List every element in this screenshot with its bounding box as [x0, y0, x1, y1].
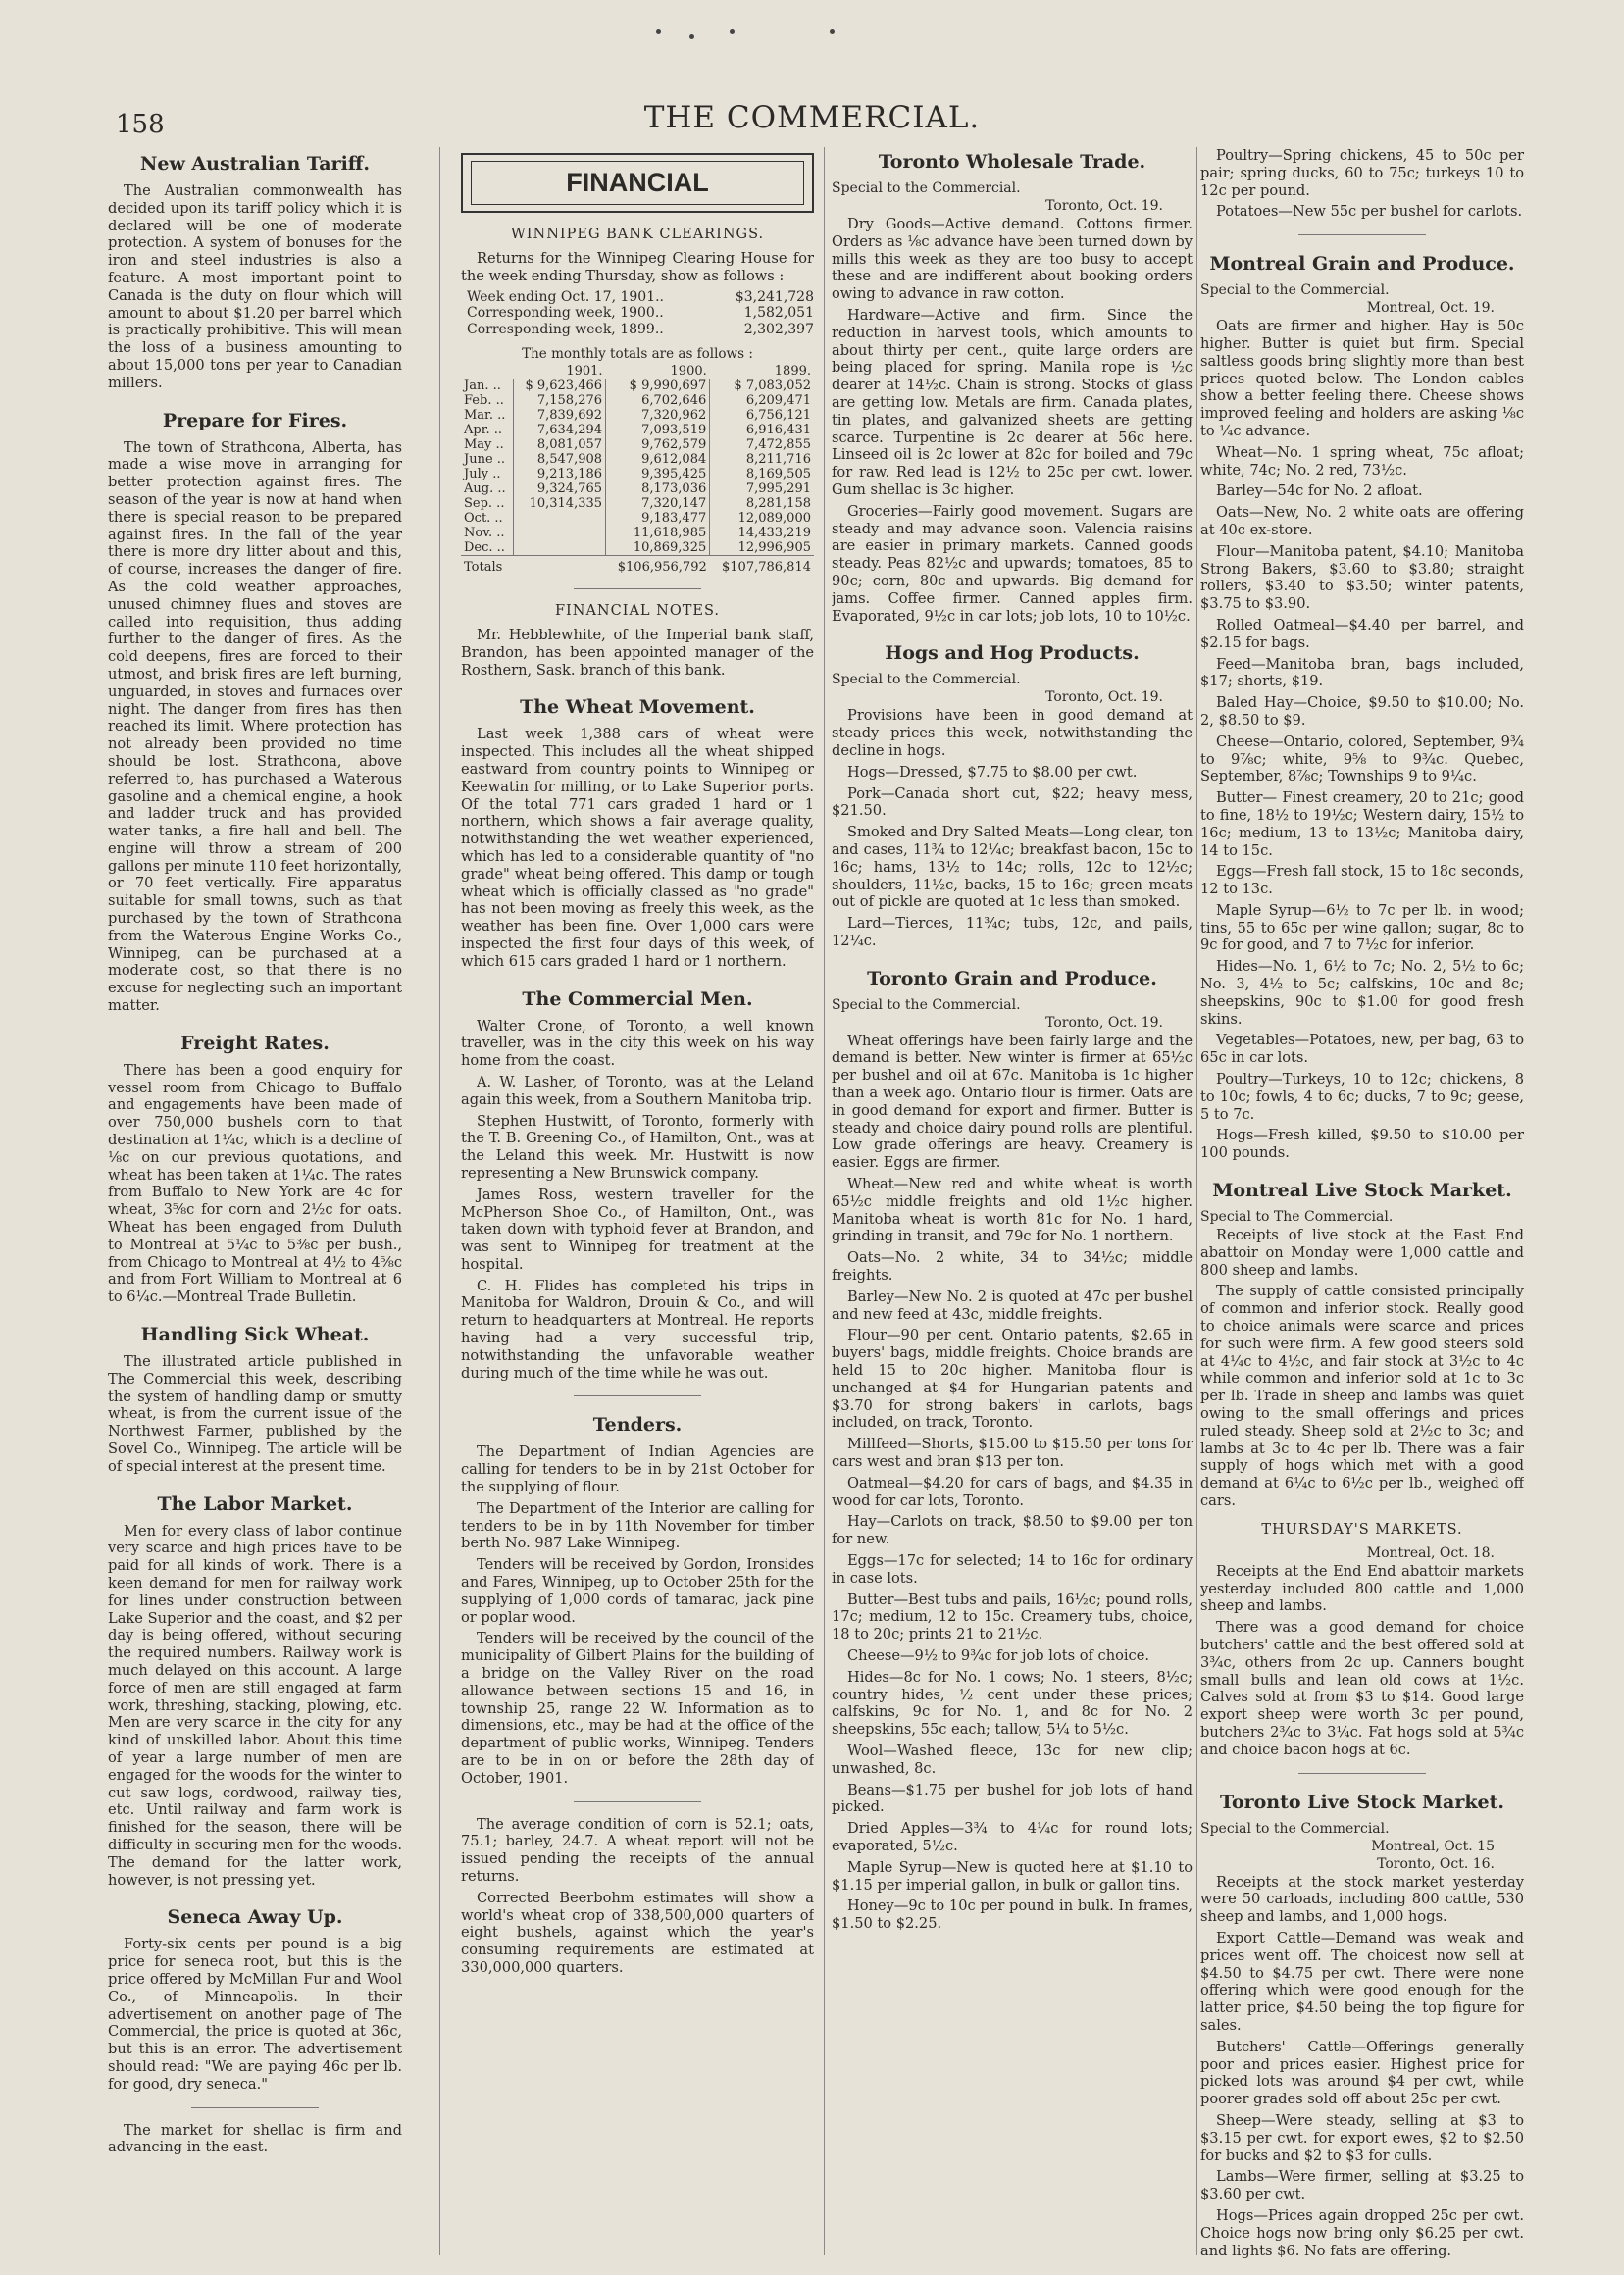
dateline: Toronto, Oct. 19.: [1045, 1014, 1163, 1031]
article-paragraph: Export Cattle—Demand was weak and prices went off. The choicest now sell at $4.50 to $4.75 per cwt. There were none offering which were good enough for the latter price, $4.50 being the top figure for sales.: [1200, 1929, 1524, 2034]
article-seneca: [108, 1906, 402, 2093]
divider: [574, 1801, 701, 1802]
article-paragraph: The Department of Indian Agencies are calling for tenders to be in by 21st October for the supplying of flour.: [461, 1443, 814, 1496]
table-row: [461, 408, 814, 423]
article-paragraph: Flour—90 per cent. Ontario patents, $2.65 in buyers' bags, middle freights. Choice brands are held 15 to 20c higher. Manitoba flour is unchanged at $4 for Hungarian patents and $3.70 for strong bakers' in carlots, bags included, on track, Toronto.: [832, 1327, 1193, 1432]
article-paragraph: Cheese—9½ to 9¾c for job lots of choice.: [847, 1646, 1150, 1664]
article-paragraph: Oats—New, No. 2 white oats are offering at 40c ex-store.: [1200, 504, 1524, 538]
article-paragraph: Smoked and Dry Salted Meats—Long clear, ton and cases, 11¾ to 12¼c; breakfast bacon, 15c to 16c; hams, 13½ to 14c; rolls, 12c to 12½c; shoulders, 11½c, backs, 15 to 16c; green meats out of pickle are quoted at 1c less than smoked.: [832, 824, 1193, 911]
article-labor-market: [108, 1493, 402, 1890]
table-cell: 7,472,855: [745, 436, 811, 452]
article-paragraph: Oats are firmer and higher. Hay is 50c higher. Butter is quiet but firm. Special saltless goods bring slightly more than best prices quoted below. The London cables show a better feeling there. Cheese shows improved feeling and holders are asking ⅛c to ¼c advance.: [1200, 318, 1524, 439]
column-rule: [439, 147, 440, 2255]
divider: [1298, 1773, 1426, 1774]
article-paragraph: There has been a good enquiry for vessel room from Chicago to Buffalo and engagements have been made of over 750,000 bushels corn to that destination at 1¼c, which is a decline of ⅛c on our previous quotations, and wheat has been taken at 1¼c. The rates from Buffalo to New York are 4c for wheat, 3⅝c for corn and 2½c for oats. Wheat has been engaged from Duluth to Montreal at 5¼c to 5⅜c per bush., from Chicago to Montreal at 4½ to 4⅝c and from Fort William to Montreal at 6 to 6¼c.—Montreal Trade Bulletin.: [108, 1061, 402, 1306]
table-cell: Dec. ..: [461, 540, 514, 556]
article-paragraph: Barley—54c for No. 2 afloat.: [1216, 482, 1423, 500]
table-cell: 12,996,905: [737, 539, 811, 555]
table-cell: 9,213,186: [514, 467, 606, 481]
article-paragraph: Wheat offerings have been fairly large and the demand is better. New winter is firmer at 65½c per bushel and oil at 67c. Manitoba is 1c higher than a week ago. Ontario flour is firmer. Oats are in good demand for export and firmer. Butter is steady and choice dairy pound rolls are plentiful. Low grade offerings are heavy. Creamery is easier. Eggs are firmer.: [832, 1032, 1193, 1172]
article-heading: Tenders.: [592, 1414, 683, 1437]
column-rule: [1196, 147, 1197, 2255]
article-paragraph: Sheep—Were steady, selling at $3 to $3.15 per cwt. for export ewes, $2 to $2.50 for bucks and $2 to $3 for culls.: [1200, 2111, 1524, 2164]
column-4: [1200, 147, 1524, 2265]
article-commercial-men: [461, 988, 814, 1383]
article-paragraph: Eggs—Fresh fall stock, 15 to 18c seconds, 12 to 13c.: [1200, 863, 1524, 898]
article-freight-rates: [108, 1033, 402, 1306]
article-toronto-wholesale: [832, 151, 1193, 625]
article-paragraph: Hides—8c for No. 1 cows; No. 1 steers, 8½c; country hides, ½ cent under these prices; calfskins, 9c for No. 1, and 8c for No. 2 sheepskins, 55c each; tallow, 5¼ to 5½c.: [832, 1668, 1193, 1739]
article-paragraph: Vegetables—Potatoes, new, per bag, 63 to 65c in car lots.: [1200, 1032, 1524, 1067]
table-cell: 6,916,431: [745, 422, 811, 437]
article-paragraph: Wheat—No. 1 spring wheat, 75c afloat; white, 74c; No. 2 red, 73½c.: [1200, 443, 1524, 479]
table-cell: $ 7,083,052: [734, 378, 811, 393]
article-paragraph: Honey—9c to 10c per pound in bulk. In frames, $1.50 to $2.25.: [832, 1897, 1193, 1933]
table-cell: Nov. ..: [461, 526, 514, 540]
article-heading: Toronto Grain and Produce.: [867, 967, 1157, 989]
article-paragraph: The Department of the Interior are calling for tenders to be in by 11th November for timber berth No. 987 Lake Winnipeg.: [461, 1499, 814, 1552]
week-line: Week ending Oct. 17, 1901.. $3,241,728: [467, 288, 814, 305]
article-paragraph: A. W. Lasher, of Toronto, was at the Leland again this week, from a Southern Manitoba trip.: [461, 1073, 814, 1108]
article-paragraph: Beans—$1.75 per bushel for job lots of hand picked.: [832, 1781, 1193, 1816]
article-bank-clearings: [461, 227, 814, 575]
article-heading: Toronto Wholesale Trade.: [878, 151, 1146, 173]
table-cell: 7,158,276: [514, 393, 606, 408]
table-row: [461, 379, 814, 393]
page-title: THE COMMERCIAL.: [643, 100, 981, 135]
table-cell: May ..: [461, 437, 514, 452]
article-paragraph: Maple Syrup—New is quoted here at $1.10 to $1.15 per imperial gallon, in bulk or gallon tins.: [832, 1858, 1193, 1894]
article-heading: Toronto Live Stock Market.: [1219, 1791, 1505, 1813]
shellac-note: The market for shellac is firm and advancing in the east.: [108, 2121, 402, 2156]
column-header: 1899.: [774, 363, 811, 379]
article-heading: The Wheat Movement.: [520, 696, 755, 719]
table-cell: 7,995,291: [745, 480, 811, 496]
week-line: Corresponding week, 1899.. 2,302,397: [467, 322, 814, 338]
table-cell: [514, 526, 606, 540]
table-cell: 12,089,000: [737, 510, 811, 526]
special-line: Special to the Commercial.: [1200, 1820, 1390, 1837]
article-paragraph: Baled Hay—Choice, $9.50 to $10.00; No. 2, $8.50 to $9.: [1200, 694, 1524, 729]
article-paragraph: Oatmeal—$4.20 for cars of bags, and $4.35 in wood for car lots, Toronto.: [832, 1474, 1193, 1509]
article-paragraph: Hardware—Active and firm. Since the reduction in harvest tools, which amounts to about thirty per cent., quite large orders are being placed for spring. Manila rope is ½c dearer at 14½c. Chain is strong. Stocks of glass are getting low. Metals are firm. Canada plates, tin plates, and galvanized sheets are getting scarce. Turpentine is 2c dearer at 56c here. Linseed oil is 2c lower at 82c for boiled and 79c for raw. Red lead is 12½ to 25c per cwt. lower. Gum shellac is 3c higher.: [832, 306, 1193, 498]
article-heading: The Labor Market.: [157, 1492, 353, 1515]
table-cell: 9,762,579: [606, 437, 710, 452]
table-cell: $ 9,990,697: [606, 379, 710, 393]
table-cell: $ 9,623,466: [514, 379, 606, 393]
article-heading: Prepare for Fires.: [162, 409, 348, 431]
table-cell: 8,211,716: [745, 451, 811, 467]
article-paragraph: Last week 1,388 cars of wheat were inspected. This includes all the wheat shipped eastward from country points to Winnipeg or Keewatin for milling, or to Lake Superior ports. Of the total 771 cars graded 1 hard or 1 northern, which shows a fair average quality, notwithstanding the wet weather experienced, which has led to a considerable quantity of "no grade" wheat being offered. This damp or tough wheat which is officially classed as "no grade" has not been moving as freely this week, as the weather has been fine. Over 1,000 cars were inspected the first four days of this week, of which 615 cars graded 1 hard or 1 northern.: [461, 726, 814, 970]
divider: [1298, 234, 1426, 235]
article-paragraph: Eggs—17c for selected; 14 to 16c for ordinary in case lots.: [832, 1552, 1193, 1587]
dateline: Montreal, Oct. 19.: [1366, 300, 1495, 317]
article-paragraph: The Australian commonwealth has decided upon its tariff policy which it is declared will be one of moderate protection. A system of bonuses for the iron and steel industries is also a feature. A most important point to Canada is the duty on flour which will amount to about $1.20 per barrel which is practically prohibitive. This will mean the loss of a business amounting to about 15,000 tons per year to Canadian millers.: [108, 182, 402, 391]
article-paragraph: Pork—Canada short cut, $22; heavy mess, $21.50.: [832, 784, 1193, 820]
article-heading: FINANCIAL NOTES.: [554, 602, 721, 619]
article-paragraph: Mr. Hebblewhite, of the Imperial bank staff, Brandon, has been appointed manager of the Rosthern, Sask. branch of this bank.: [461, 626, 814, 679]
dateline: Montreal, Oct. 18.: [1366, 1544, 1495, 1561]
column-1: [108, 147, 402, 2265]
article-paragraph: Hay—Carlots on track, $8.50 to $9.00 per ton for new.: [832, 1513, 1193, 1548]
table-row: [461, 481, 814, 496]
table-cell: 11,618,985: [606, 526, 710, 540]
article-paragraph: Wheat—New red and white wheat is worth 65½c middle freights and old 1½c higher. Manitoba wheat is worth 81c for No. 1 hard, grinding in transit, and 79c for No. 1 northern.: [832, 1176, 1193, 1245]
article-paragraph: Flour—Manitoba patent, $4.10; Manitoba Strong Bakers, $3.60 to $3.80; straight rollers, $3.40 to $3.50; winter patents, $3.75 to $3.90.: [1200, 542, 1524, 613]
table-cell: Sep. ..: [461, 496, 514, 511]
table-cell: 8,169,505: [745, 466, 811, 481]
article-australian-tariff: [108, 153, 402, 392]
article-toronto-grain: [832, 968, 1193, 1933]
article-paragraph: Dried Apples—3¾ to 4¼c for round lots; evaporated, 5½c.: [832, 1820, 1193, 1854]
article-handling-sick-wheat: [108, 1324, 402, 1476]
page-number: 158: [116, 110, 165, 139]
beerbohm-note: Corrected Beerbohm estimates will show a world's wheat crop of 338,500,000 quarters of eight bushels, against which the year's consuming requirements are estimated at 330,000,000 quarters.: [461, 1889, 814, 1976]
table-cell: 8,081,057: [514, 437, 606, 452]
column-header: 1900.: [670, 363, 707, 379]
article-paragraph: Receipts of live stock at the East End abattoir on Monday were 1,000 cattle and 800 sheep and lambs.: [1200, 1227, 1524, 1279]
poultry-note: Poultry—Spring chickens, 45 to 50c per pair; spring ducks, 60 to 75c; turkeys 10 to 12c per pound.: [1200, 147, 1524, 199]
article-paragraph: C. H. Flides has completed his trips in Manitoba for Waldron, Drouin & Co., and will return to headquarters at Montreal. He reports having had a very successful trip, notwithstanding the unfavorable weather during much of the time while he was out.: [461, 1277, 814, 1382]
article-tenders: [461, 1414, 814, 1787]
article-paragraph: Men for every class of labor continue very scarce and high prices have to be paid for all kinds of work. There is a keen demand for men for railway work for lines under construction between Lake Superior and the coast, and $2 per day is being offered, without securing the required numbers. Railway work is much delayed on this account. A large force of men are still engaged at farm work, threshing, stacking, plowing, etc. Men are very scarce in the city for any kind of unskilled labor. About this time of year a large number of men are engaged for the woods for the winter to cut saw logs, cordwood, railway ties, etc. Until railway and farm work is finished for the season, there will be difficulty in securing men for the woods. The demand for the latter work, however, is not pressing yet.: [108, 1522, 402, 1889]
article-montreal-grain: [1200, 253, 1524, 1162]
article-heading: THURSDAY'S MARKETS.: [1261, 1521, 1463, 1538]
article-paragraph: Tenders will be received by Gordon, Ironsides and Fares, Winnipeg, up to October 25th for the supplying of 1,000 cords of tamarac, jack pine or poplar wood.: [461, 1556, 814, 1626]
divider: [574, 588, 701, 589]
table-cell: 9,183,477: [606, 511, 710, 526]
article-paragraph: There was a good demand for choice butchers' cattle and the best offered sold at 3¾c, others from 2c up. Canners bought small bulls and lean old cows at 1½c. Calves sold at from $3 to $14. Good large export sheep were worth 3c per pound, butchers 2¾c to 3¼c. Fat hogs sold at 5¾c and choice bacon hogs at 6c.: [1200, 1619, 1524, 1758]
article-paragraph: Hogs—Prices again dropped 25c per cwt. Choice hogs now bring only $6.25 per cwt. and lights $6. No fats are offering.: [1200, 2206, 1524, 2259]
table-cell: Aug. ..: [461, 481, 514, 496]
article-montreal-live-stock: [1200, 1180, 1524, 1510]
article-paragraph: Maple Syrup—6½ to 7c per lb. in wood; tins, 55 to 65c per wine gallon; sugar, 8c to 9c for good, and 7 to 7½c for inferior.: [1200, 901, 1524, 954]
column-2: [461, 147, 814, 2265]
special-line: Special to The Commercial.: [1200, 1209, 1394, 1226]
table-cell: Jan. ..: [461, 379, 514, 393]
table-cell: June ..: [461, 452, 514, 467]
weekly-clearings: [467, 289, 814, 338]
article-prepare-for-fires: [108, 410, 402, 1015]
article-heading: Seneca Away Up.: [167, 1906, 343, 1929]
article-paragraph: Lambs—Were firmer, selling at $3.25 to $3.60 per cwt.: [1200, 2168, 1524, 2203]
article-heading: New Australian Tariff.: [139, 153, 371, 175]
article-paragraph: Hogs—Fresh killed, $9.50 to $10.00 per 100 pounds.: [1200, 1127, 1524, 1162]
table-cell: 7,093,519: [606, 423, 710, 437]
week-line: Corresponding week, 1900.. 1,582,051: [467, 305, 814, 322]
table-row: [461, 467, 814, 481]
financial-banner-label: FINANCIAL: [471, 161, 804, 205]
table-cell: 7,320,962: [606, 408, 710, 423]
table-row: [461, 423, 814, 437]
article-paragraph: The town of Strathcona, Alberta, has made a wise move in arranging for better protection against fires. The season of the year is now at hand when there is special reason to be prepared against fires. In the fall of the year there is more dry litter about and this, of course, increases the danger of fire. As the cold weather approaches, unused chimney flues and stoves are called into requisition, thus adding further to the danger of fires. As the cold deepens, fires are forced to their utmost, and brisk fires are left burning, unguarded, in stoves and furnaces over night. The danger from fires has then reached its limit. Where protection has not already been provided no time should be lost. Strathcona, above referred to, has purchased a Waterous gasoline and a chemical engine, a hook and ladder truck and has provided water tanks, a fire hall and bell. The engine will throw a stream of 200 gallons per minute 110 feet horizontally, or 70 feet vertically. Fire apparatus suitable for small towns, such as that purchased by the town of Strathcona from the Waterous Engine Works Co., Winnipeg, can be purchased at a moderate cost, so that there is no excuse for neglecting such an important matter.: [108, 438, 402, 1015]
page-header: [0, 0, 1624, 157]
article-paragraph: Wool—Washed fleece, 13c for new clip; unwashed, 8c.: [832, 1742, 1193, 1777]
table-cell: 8,281,158: [745, 495, 811, 511]
article-paragraph: Cheese—Ontario, colored, September, 9¾ to 9⅞c; white, 9⅝ to 9¾c. Quebec, September, 8⅞c; Townships 9 to 9¼c.: [1200, 733, 1524, 785]
article-paragraph: Tenders will be received by the council of the municipality of Gilbert Plains for the building of a bridge on the Valley River on the road allowance between sections 15 and 16, in township 25, range 22 W. Information as to dimensions, etc., may be had at the office of the department of public works, Winnipeg. Tenders are to be in on or before the 28th day of October, 1901.: [461, 1630, 814, 1787]
article-paragraph: Receipts at the End End abattoir markets yesterday included 800 cattle and 1,000 sheep and lambs.: [1200, 1562, 1524, 1615]
article-heading: Montreal Grain and Produce.: [1209, 253, 1515, 276]
article-paragraph: Groceries—Fairly good movement. Sugars are steady and may advance soon. Valencia raisins are easier in primary markets. Canned goods steady. Peas 82½c and upwards; tomatoes, 85 to 90c; corn, 80c and upwards. Big demand for jams. Coffee firmer. Canned apples firm. Evaporated, 9½c in car lots; job lots, 10 to 10½c.: [832, 502, 1193, 625]
table-cell: 7,320,147: [606, 496, 710, 511]
table-cell: Mar. ..: [461, 408, 514, 423]
divider: [191, 2107, 319, 2108]
table-row: [461, 437, 814, 452]
table-cell: 9,612,084: [606, 452, 710, 467]
financial-banner: [461, 153, 814, 213]
monthly-clearings-table: [461, 364, 814, 575]
table-row: [461, 526, 814, 540]
table-row: [461, 496, 814, 511]
article-paragraph: Hides—No. 1, 6½ to 7c; No. 2, 5½ to 6c; No. 3, 4½ to 5c; calfskins, 10c and 8c; sheepskins, 90c to $1.00 for good fresh skins.: [1200, 958, 1524, 1028]
article-thursday-markets: [1200, 1522, 1524, 1759]
special-line: Special to the Commercial.: [832, 672, 1021, 688]
dateline: Toronto, Oct. 16.: [1377, 1855, 1495, 1872]
dateline: Toronto, Oct. 19.: [1045, 198, 1163, 214]
article-paragraph: Feed—Manitoba bran, bags included, $17; shorts, $19.: [1200, 655, 1524, 690]
article-paragraph: Returns for the Winnipeg Clearing House for the week ending Thursday, show as follows :: [461, 250, 814, 284]
divider: [574, 1395, 701, 1396]
table-totals-row: Totals $106,956,792 $107,786,814: [461, 555, 814, 575]
table-row: [461, 452, 814, 467]
special-line: Special to the Commercial.: [832, 996, 1021, 1013]
table-cell: 7,839,692: [514, 408, 606, 423]
column-rule: [824, 147, 825, 2255]
table-cell: 6,702,646: [606, 393, 710, 408]
article-heading: Montreal Live Stock Market.: [1212, 1180, 1512, 1202]
table-cell: Apr. ..: [461, 423, 514, 437]
article-heading: Handling Sick Wheat.: [140, 1324, 370, 1346]
article-paragraph: Walter Crone, of Toronto, a well known traveller, was in the city this week on his way home from the coast.: [461, 1017, 814, 1070]
column-header: 1901.: [566, 363, 603, 379]
dateline: Montreal, Oct. 15: [1371, 1838, 1495, 1854]
table-cell: 7,634,294: [514, 423, 606, 437]
corn-note: The average condition of corn is 52.1; oats, 75.1; barley, 24.7. A wheat report will not be issued pending the receipts of the annual returns.: [461, 1815, 814, 1885]
article-heading: WINNIPEG BANK CLEARINGS.: [510, 227, 765, 242]
table-cell: 10,314,335: [514, 496, 606, 511]
article-paragraph: Poultry—Turkeys, 10 to 12c; chickens, 8 to 10c; fowls, 4 to 6c; ducks, 7 to 9c; geese, 5 to 7c.: [1200, 1071, 1524, 1123]
table-cell: 9,395,425: [606, 467, 710, 481]
article-paragraph: Butchers' Cattle—Offerings generally poor and prices easier. Highest price for picked lots was around $4 per cwt, while poorer grades sold off about 25c per cwt.: [1200, 2038, 1524, 2108]
table-cell: [514, 511, 606, 526]
table-cell: 10,869,325: [606, 540, 710, 556]
table-row: [461, 393, 814, 408]
table-cell: 6,756,121: [745, 407, 811, 423]
column-3: [832, 147, 1193, 2265]
table-cell: 6,209,471: [745, 392, 811, 408]
article-hogs: [832, 642, 1193, 949]
table-cell: 9,324,765: [514, 481, 606, 496]
article-paragraph: The supply of cattle consisted principally of common and inferior stock. Really good to choice animals were scarce and prices for such were firm. A few good steers sold at 4¼c to 4½c, and fair stock at 3½c to 4c while common and inferior sold at 1c to 3c per lb. Trade in sheep and lambs was quiet owing to the small offerings and prices ruled steady. Sheep sold at 2½c to 3c; and lambs at 3c to 4c per lb. There was a fair supply of hogs which met with a good demand at 6¼c to 6½c per lb., weighed off cars.: [1200, 1283, 1524, 1509]
article-paragraph: Dry Goods—Active demand. Cottons firmer. Orders as ⅛c advance have been turned down by mills this week as they are too busy to accept these and are indifferent about booking orders owing to advance in raw cotton.: [832, 216, 1193, 303]
article-financial-notes: [461, 603, 814, 679]
article-paragraph: Oats—No. 2 white, 34 to 34½c; middle freights.: [832, 1249, 1193, 1285]
article-paragraph: Butter— Finest creamery, 20 to 21c; good to fine, 18½ to 19½c; Western dairy, 15½ to 16c; medium, 13 to 13½c; Manitoba dairy, 14 to 15c.: [1200, 789, 1524, 859]
table-header-row: [461, 364, 814, 379]
article-paragraph: Millfeed—Shorts, $15.00 to $15.50 per tons for cars west and bran $13 per ton.: [832, 1436, 1193, 1471]
article-paragraph: Forty-six cents per pound is a big price for seneca root, but this is the price offered by McMillan Fur and Wool Co., of Minneapolis. In their advertisement on another page of The Commercial, the price is quoted at 36c, but this is an error. The advertisement should read: "We are paying 46c per lb. for good, dry seneca.": [108, 1936, 402, 2093]
article-paragraph: Lard—Tierces, 11¾c; tubs, 12c, and pails, 12¼c.: [832, 915, 1193, 949]
table-caption: The monthly totals are as follows :: [522, 345, 753, 362]
table-cell: [514, 540, 606, 556]
table-cell: 8,173,036: [606, 481, 710, 496]
dateline: Toronto, Oct. 19.: [1045, 689, 1163, 706]
article-heading: The Commercial Men.: [522, 987, 753, 1010]
table-cell: Feb. ..: [461, 393, 514, 408]
table-cell: Oct. ..: [461, 511, 514, 526]
article-toronto-live-stock: [1200, 1792, 1524, 2260]
article-wheat-movement: [461, 696, 814, 970]
article-paragraph: Barley—New No. 2 is quoted at 47c per bushel and new feed at 43c, middle freights.: [832, 1288, 1193, 1323]
table-cell: 14,433,219: [737, 525, 811, 540]
special-line: Special to the Commercial.: [832, 180, 1021, 196]
article-paragraph: Hogs—Dressed, $7.75 to $8.00 per cwt.: [847, 763, 1138, 781]
article-paragraph: Butter—Best tubs and pails, 16½c; pound rolls, 17c; medium, 12 to 15c. Creamery tubs, choice, 18 to 20c; prints 21 to 21½c.: [832, 1591, 1193, 1643]
article-paragraph: Rolled Oatmeal—$4.40 per barrel, and $2.15 for bags.: [1200, 616, 1524, 651]
table-row: [461, 511, 814, 526]
article-heading: Hogs and Hog Products.: [885, 642, 1140, 665]
table-cell: July ..: [461, 467, 514, 481]
article-paragraph: Stephen Hustwitt, of Toronto, formerly with the T. B. Greening Co., of Hamilton, Ont., was at the Leland this week. Mr. Hustwitt is now representing a New Brunswick company.: [461, 1112, 814, 1182]
special-line: Special to the Commercial.: [1200, 282, 1390, 299]
article-paragraph: James Ross, western traveller for the McPherson Shoe Co., of Hamilton, Ont., was taken down with typhoid fever at Brandon, and was sent to Winnipeg for treatment at the hospital.: [461, 1186, 814, 1273]
table-row: [461, 540, 814, 556]
article-paragraph: Provisions have been in good demand at steady prices this week, notwithstanding the decline in hogs.: [832, 707, 1193, 759]
article-paragraph: The illustrated article published in The Commercial this week, describing the system of handling damp or smutty wheat, is from the current issue of the Northwest Farmer, published by the Sovel Co., Winnipeg. The article will be of special interest at the present time.: [108, 1353, 402, 1475]
table-cell: 8,547,908: [514, 452, 606, 467]
potatoes-note: Potatoes—New 55c per bushel for carlots.: [1216, 203, 1523, 221]
article-paragraph: Receipts at the stock market yesterday were 50 carloads, including 800 cattle, 530 sheep and lambs, and 1,000 hogs.: [1200, 1873, 1524, 1926]
article-heading: Freight Rates.: [180, 1032, 330, 1054]
